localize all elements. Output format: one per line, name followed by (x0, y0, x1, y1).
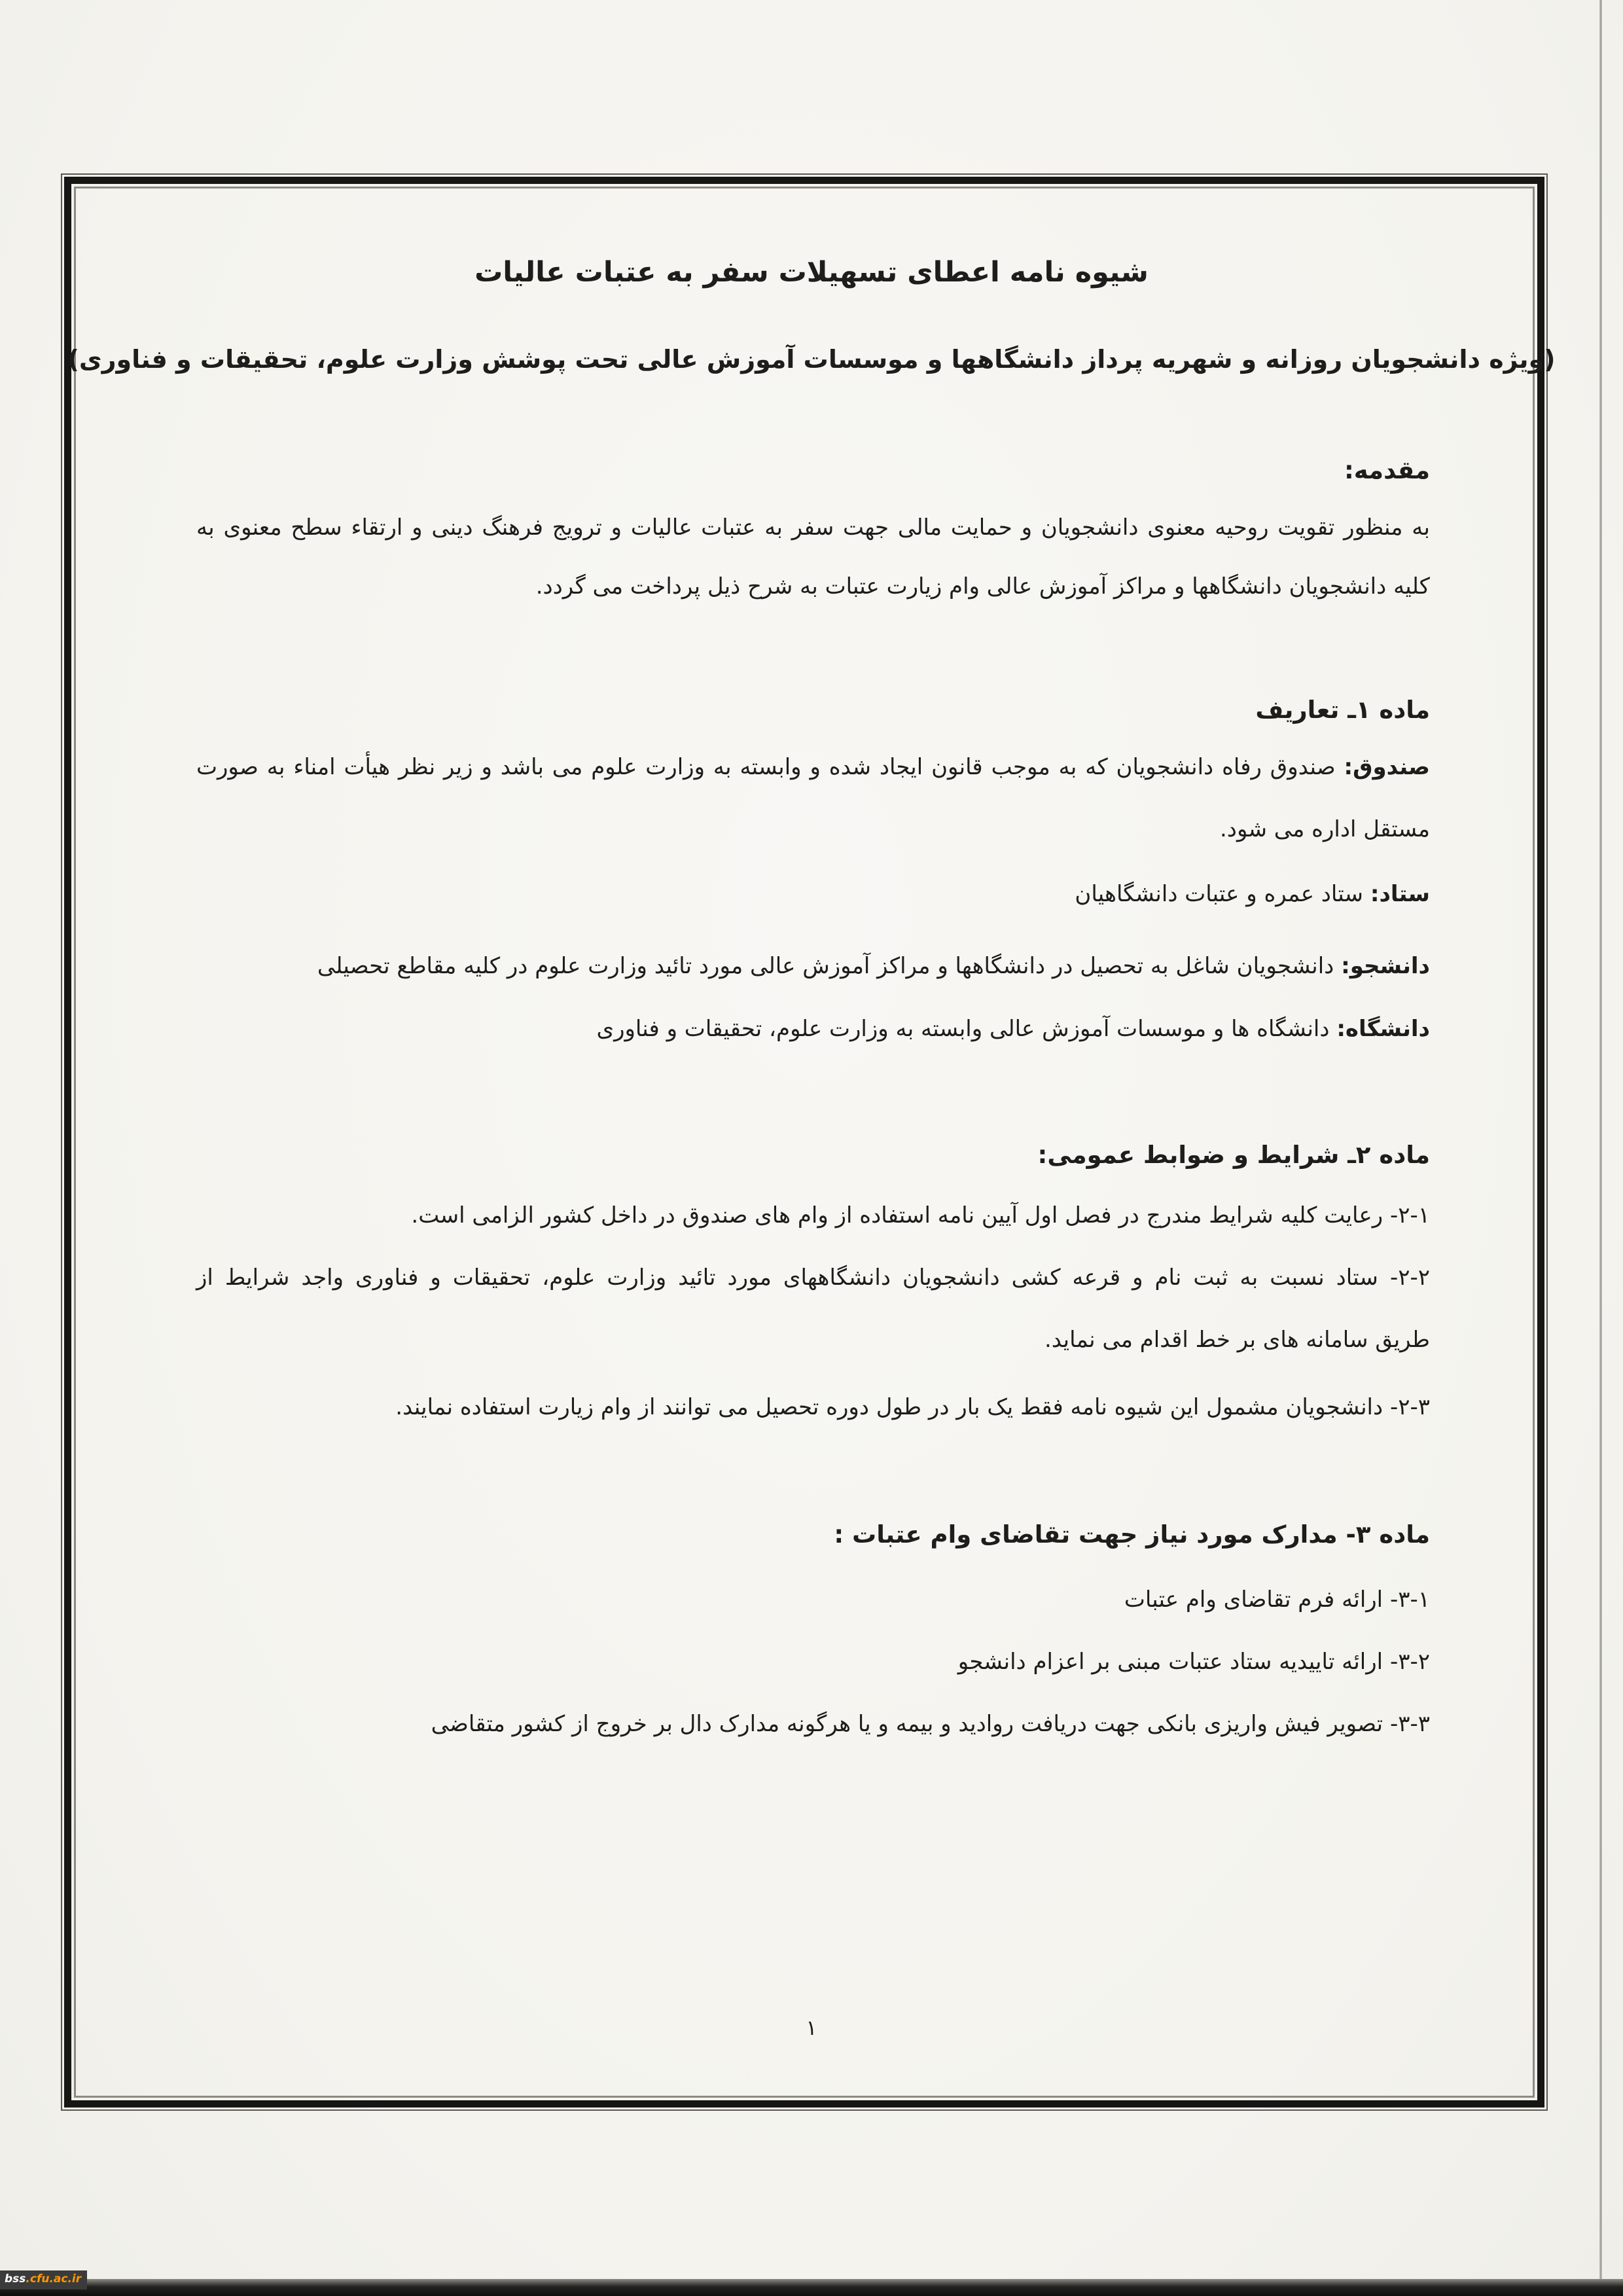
article3-item-2 (958, 1646, 1430, 1678)
definition-setad (1075, 878, 1430, 910)
definition-sandogh-line-2: مستقل اداره می شود. (1220, 816, 1430, 842)
article2-item-1 (411, 1200, 1430, 1232)
item-text-2-1: رعایت کلیه شرایط مندرج در فصل اول آیین نامه استفاده از وام های صندوق در داخل کشور الزامی است. (411, 1202, 1383, 1229)
definition-text-setad: ستاد عمره و عتبات دانشگاهیان (1075, 881, 1364, 907)
definition-text-sandogh: صندوق رفاه دانشجویان که به موجب قانون ایجاد شده و وابسته به وزارت علوم می باشد و زیر نظر هیأت امناء به صورت (196, 754, 1336, 780)
item-text-2-3: دانشجویان مشمول این شیوه نامه فقط یک بار در طول دوره تحصیل می توانند از وام زیارت استفاده نمایند. (395, 1394, 1383, 1420)
item-number-3-3: ۳-۳- (1389, 1711, 1430, 1737)
definition-term-daneshgah: دانشگاه: (1336, 1016, 1430, 1042)
scan-bottom-edge-band (0, 2279, 1623, 2296)
definition-term-sandogh: صندوق: (1344, 754, 1430, 780)
article3-heading: ماده ۳- مدارک مورد نیاز جهت تقاضای وام عتبات : (834, 1520, 1430, 1549)
scan-right-edge-line (1599, 0, 1602, 2296)
definition-daneshjoo (317, 950, 1430, 982)
intro-paragraph-line-2: کلیه دانشجویان دانشگاهها و مراکز آموزش عالی وام زیارت عتبات به شرح ذیل پرداخت می گردد. (535, 573, 1430, 600)
definition-term-setad: ستاد: (1370, 881, 1430, 907)
article2-item-2-line-2: طریق سامانه های بر خط اقدام می نماید. (1044, 1327, 1430, 1353)
article2-item-2-line-1 (196, 1262, 1430, 1294)
document-title: شیوه نامه اعطای تسهیلات سفر به عتبات عالیات (474, 256, 1149, 289)
watermark-suffix: .cfu.ac.ir (26, 2272, 82, 2286)
intro-heading: مقدمه: (1344, 456, 1430, 484)
article2-item-3 (395, 1391, 1430, 1424)
item-number-3-1: ۱-۳- (1389, 1587, 1430, 1613)
item-number-2-3: ۳-۲- (1389, 1394, 1430, 1420)
page-number: ۱ (806, 2015, 817, 2040)
item-text-3-3: تصویر فیش واریزی بانکی جهت دریافت روادید و بیمه و یا هرگونه مدارک دال بر خروج از کشور متقاضی (431, 1711, 1383, 1737)
definition-term-daneshjoo: دانشجو: (1341, 953, 1430, 979)
article3-item-3 (431, 1708, 1430, 1740)
item-text-2-2: ستاد نسبت به ثبت نام و قرعه کشی دانشجویان دانشگاههای مورد تائید وزارت علوم، تحقیقات و فناوری واجد شرایط از (196, 1265, 1378, 1291)
article1-heading: ماده ۱ـ تعاریف (1255, 696, 1430, 724)
article2-heading: ماده ۲ـ شرایط و ضوابط عمومی: (1037, 1141, 1430, 1169)
item-text-3-1: ارائه فرم تقاضای وام عتبات (1124, 1587, 1383, 1613)
article3-item-1 (1124, 1584, 1430, 1616)
watermark-badge (0, 2270, 87, 2289)
item-number-2-1: ۱-۲- (1389, 1202, 1430, 1229)
definition-text-daneshjoo: دانشجویان شاغل به تحصیل در دانشگاهها و مراکز آموزش عالی مورد تائید وزارت علوم در کلیه مقاطع تحصیلی (317, 953, 1334, 979)
watermark-prefix: bss (5, 2272, 26, 2286)
item-text-3-2: ارائه تاییدیه ستاد عتبات مبنی بر اعزام دانشجو (957, 1649, 1383, 1675)
item-number-3-2: ۲-۳- (1389, 1649, 1430, 1675)
item-number-2-2: ۲-۲- (1389, 1265, 1430, 1291)
intro-paragraph-line-1: به منظور تقویت روحیه معنوی دانشجویان و حمایت مالی جهت سفر به عتبات عالیات و ترویج فرهنگ دینی و ارتقاء سطح معنوی به (196, 514, 1430, 541)
document-subtitle: (ویژه دانشجویان روزانه و شهریه پرداز دانشگاهها و موسسات آموزش عالی تحت پوشش وزارت علوم، تحقیقات و فناوری) (67, 345, 1556, 374)
definition-text-daneshgah: دانشگاه ها و موسسات آموزش عالی وابسته به وزارت علوم، تحقیقات و فناوری (596, 1016, 1330, 1042)
definition-daneshgah (596, 1013, 1430, 1045)
definition-sandogh-line-1 (196, 751, 1430, 783)
